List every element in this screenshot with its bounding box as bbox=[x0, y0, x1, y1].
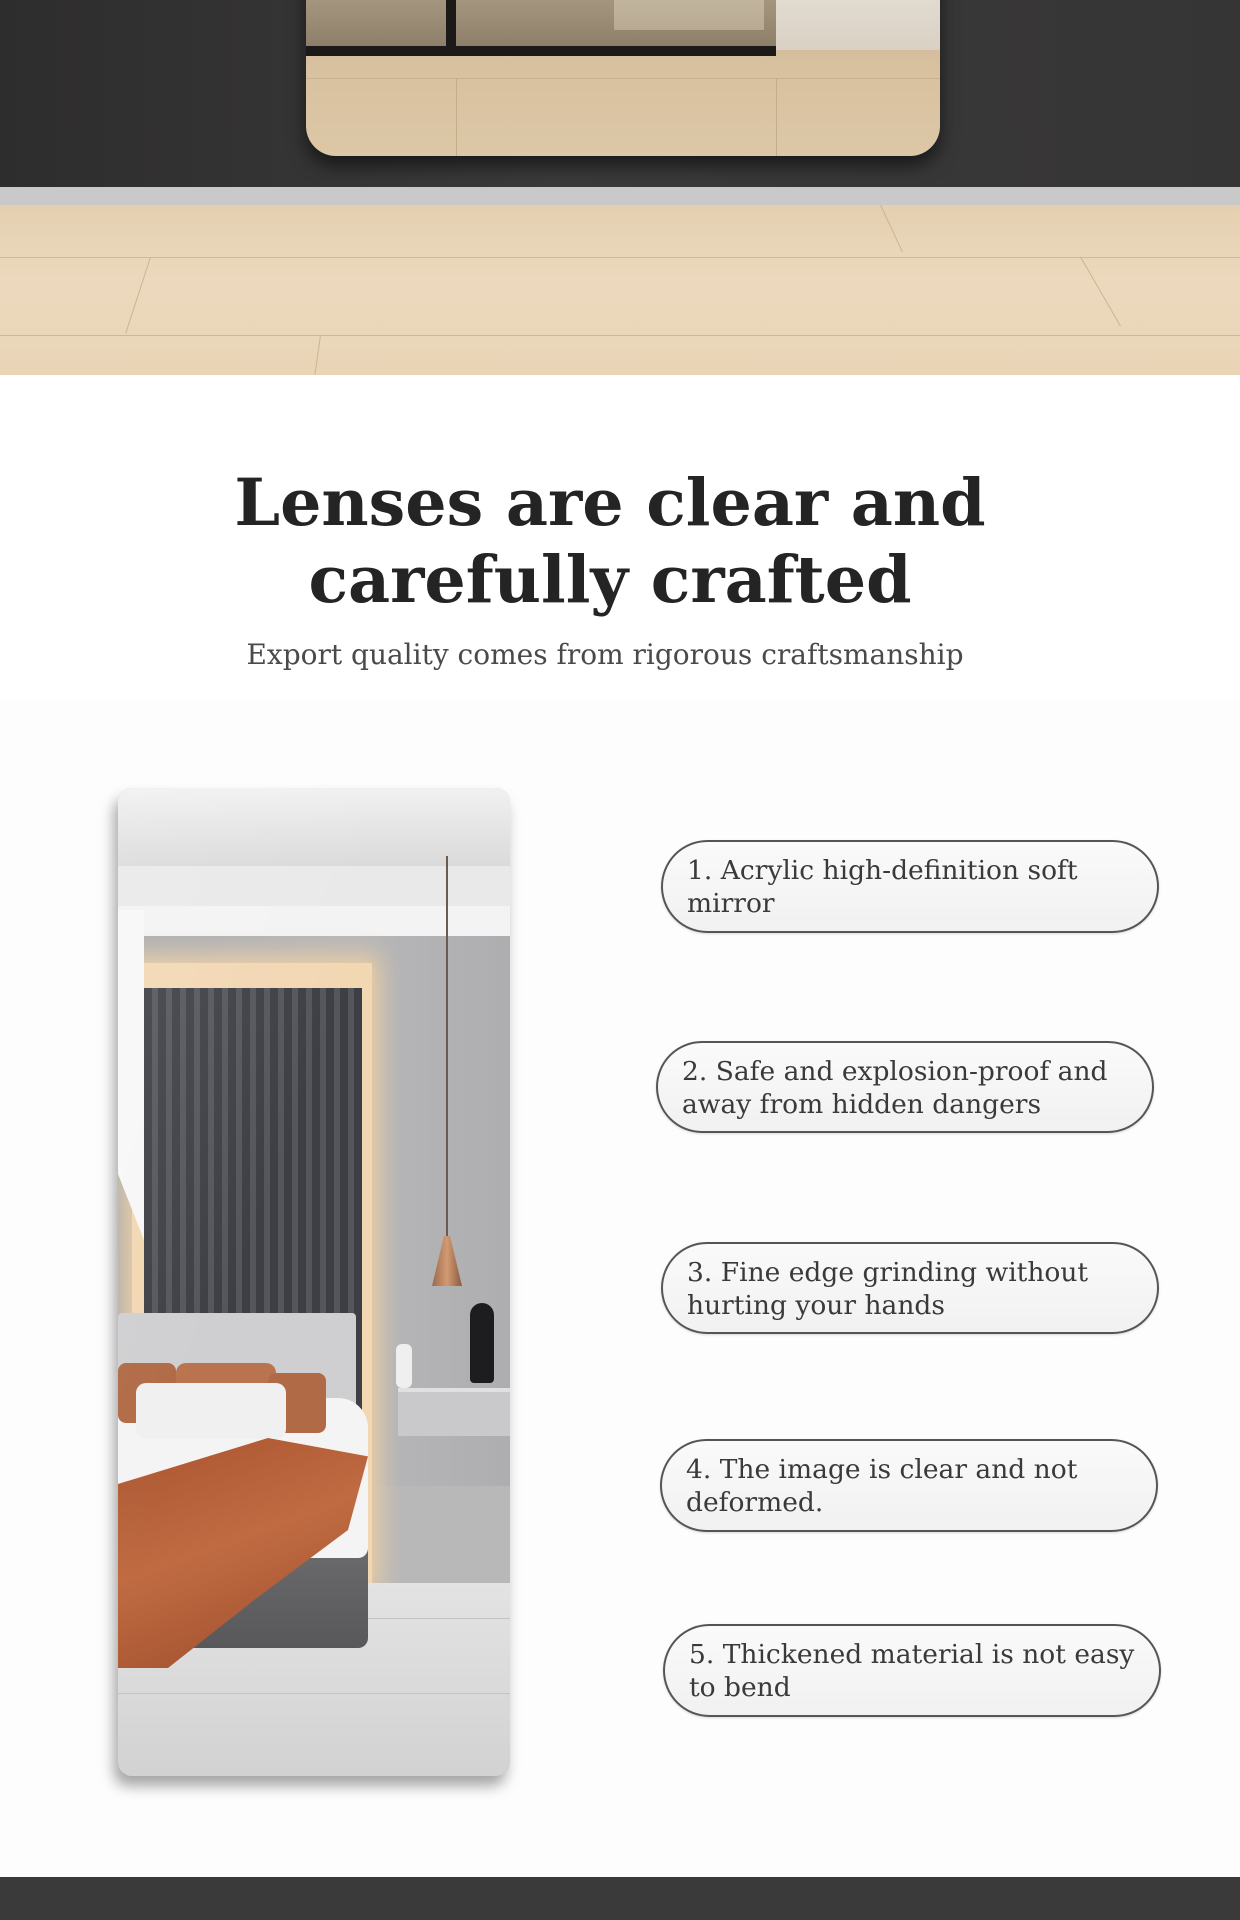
floor-seam bbox=[306, 78, 940, 79]
feature-4-line-1: 4. The image is clear and not bbox=[686, 1454, 1078, 1485]
feature-2-line-2: away from hidden dangers bbox=[682, 1089, 1042, 1120]
feature-5-line-2: to bend bbox=[689, 1672, 791, 1703]
feature-2-line-1: 2. Safe and explosion-proof and bbox=[682, 1056, 1108, 1087]
feature-pill-3 bbox=[661, 1242, 1159, 1334]
reflected-wall bbox=[776, 0, 940, 50]
floor-seam bbox=[1080, 257, 1121, 327]
baseboard bbox=[0, 187, 1240, 205]
wood-floor bbox=[0, 205, 1240, 375]
floor-seam bbox=[880, 205, 903, 252]
floor-seam bbox=[776, 78, 777, 156]
feature-pill-1 bbox=[661, 840, 1159, 933]
full-length-mirror-image bbox=[118, 788, 510, 1776]
floor-seam bbox=[125, 257, 151, 333]
feature-4-line-2: deformed. bbox=[686, 1487, 824, 1518]
floor-seam bbox=[456, 78, 457, 156]
feature-3-line-2: hurting your hands bbox=[687, 1290, 945, 1321]
page-title bbox=[150, 465, 1070, 619]
floor-seam bbox=[0, 257, 1240, 258]
top-photo-band bbox=[0, 0, 1240, 375]
feature-1-line-2: mirror bbox=[687, 888, 775, 919]
feature-pill-4 bbox=[660, 1439, 1158, 1532]
mirror-sheen bbox=[118, 788, 510, 1776]
reflected-cabinet bbox=[306, 0, 776, 56]
heading-block bbox=[150, 465, 1070, 625]
page-subtitle: Export quality comes from rigorous craftsmanship bbox=[246, 638, 964, 671]
floor-seam bbox=[314, 335, 321, 375]
feature-5-line-1: 5. Thickened material is not easy bbox=[689, 1639, 1135, 1670]
feature-pill-5 bbox=[663, 1624, 1161, 1717]
mirror-bottom-edge-photo bbox=[306, 0, 940, 156]
floor-seam bbox=[0, 335, 1240, 336]
page-title-line-1: Lenses are clear and bbox=[234, 465, 986, 541]
feature-3-line-1: 3. Fine edge grinding without bbox=[687, 1257, 1089, 1288]
feature-pill-2 bbox=[656, 1041, 1154, 1133]
page-title-line-2: carefully crafted bbox=[308, 542, 912, 618]
bottom-dark-band bbox=[0, 1877, 1240, 1920]
feature-1-line-1: 1. Acrylic high-definition soft bbox=[687, 855, 1078, 886]
